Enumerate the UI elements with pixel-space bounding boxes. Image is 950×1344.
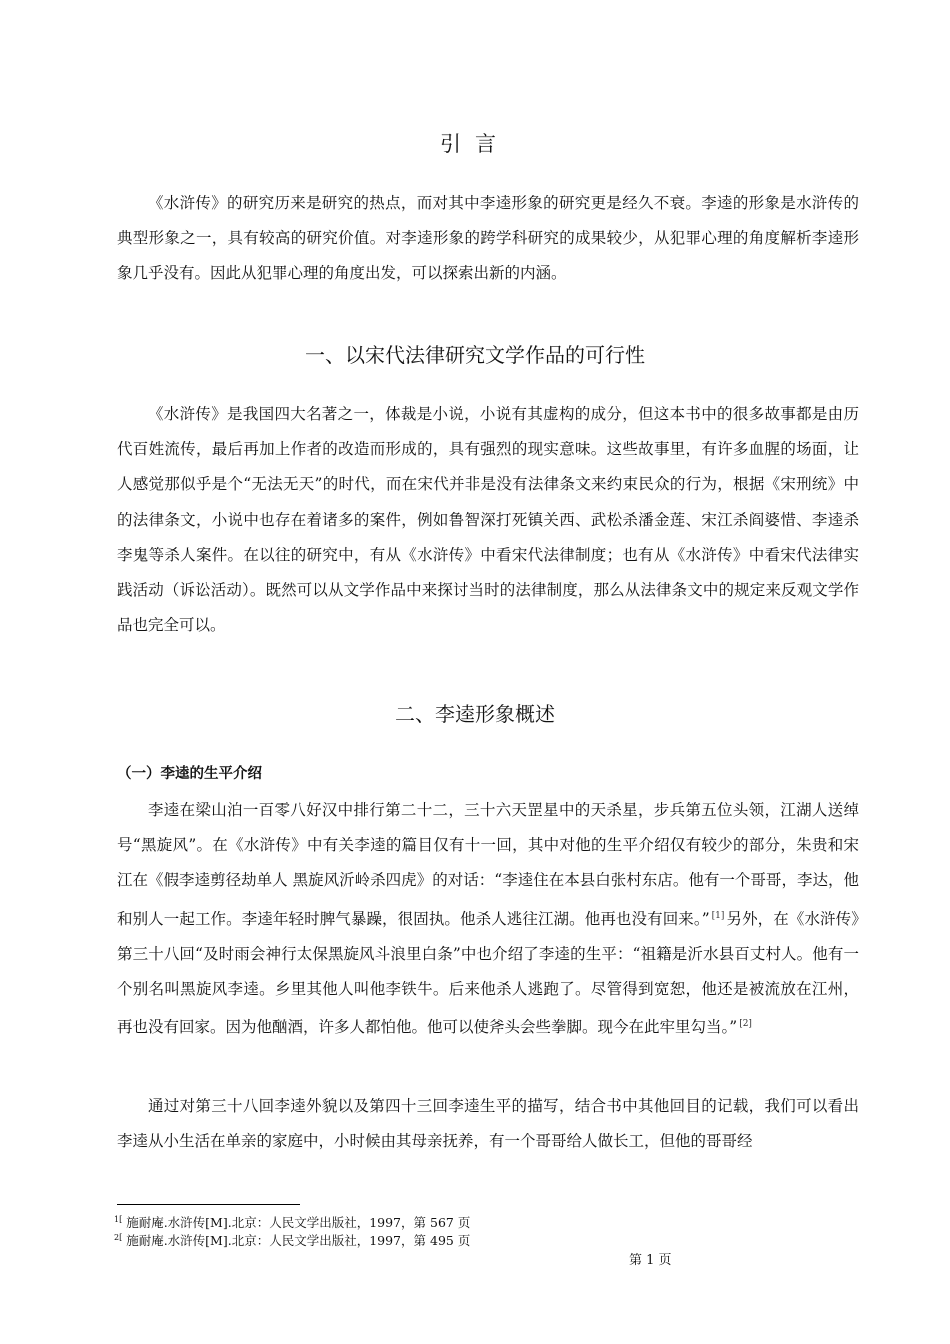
paragraph-text-part-1: 李逵在梁山泊一百零八好汉中排行第二十二，三十六天罡星中的天杀星，步兵第五位头领，江湖人送绰号“黑旋风”。在《水浒传》中有关李逵的篇目仅有十一回，其中对他的生平介绍仅有较少的部分，朱贵和宋江在《假李逵剪径劫单人 黑旋风沂岭杀四虎》的对话：“李逵住在本县白张村东店。他有一个哥哥，李达，他和别人一起工作。李逵年轻时脾气暴躁，很固执。他杀人逃往江湖。他再也没有回来。” bbox=[117, 801, 859, 928]
section-2-paragraph-1 bbox=[117, 793, 859, 1046]
section-2-heading: 二、李逵形象概述 bbox=[395, 702, 555, 726]
footnote-1-text: 施耐庵.水浒传[M].北京：人民文学出版社，1997，第 567 页 bbox=[126, 1215, 471, 1231]
paragraph-text-part-2: 另外，在《水浒传》第三十八回“及时雨会神行太保黑旋风斗浪里白条”中也介绍了李逵的生平：“祖籍是沂水县百丈村人。他有一个别名叫黑旋风李逵。乡里其他人叫他李铁牛。后来他杀人逃跑了。尽管得到宽恕，他还是被流放在江州，再也没有回家。因为他酗酒，许多人都怕他。他可以使斧头会些拳脚。现今在此牢里勾当。” bbox=[117, 909, 859, 1037]
section-1-heading: 一、以宋代法律研究文学作品的可行性 bbox=[305, 343, 645, 367]
section-1-paragraph-text: 《水浒传》是我国四大名著之一，体裁是小说，小说有其虚构的成分，但这本书中的很多故事都是由历代百姓流传，最后再加上作者的改造而形成的，具有强烈的现实意味。这些故事里，有许多血腥的场面，让人感觉那似乎是个“无法无天”的时代，而在宋代并非是没有法律条文来约束民众的行为，根据《宋刑统》中的法律条文，小说中也存在着诸多的案件，例如鲁智深打死镇关西、武松杀潘金莲、宋江杀阎婆惜、李逵杀李鬼等杀人案件。在以往的研究中，有从《水浒传》中看宋代法律制度；也有从《水浒传》中看宋代法律实践活动（诉讼活动）。既然可以从文学作品中来探讨当时的法律制度，那么从法律条文中的规定来反观文学作品也完全可以。 bbox=[117, 405, 859, 635]
section-2-paragraph-2-text: 通过对第三十八回李逵外貌以及第四十三回李逵生平的描写，结合书中其他回目的记载，我们可以看出李逵从小生活在单亲的家庭中，小时候由其母亲抚养，有一个哥哥给人做长工，但他的哥哥经 bbox=[117, 1097, 859, 1151]
intro-paragraph bbox=[117, 186, 859, 292]
footnote-divider bbox=[117, 1204, 300, 1205]
page-number: 第 1 页 bbox=[629, 1253, 672, 1268]
section-2-paragraph-2 bbox=[117, 1089, 859, 1159]
citation-1[interactable]: [1] bbox=[711, 910, 725, 921]
subsection-heading: （一）李逵的生平介绍 bbox=[117, 766, 262, 782]
intro-heading: 引言 bbox=[440, 132, 510, 156]
footnote-1-mark: 1[ bbox=[114, 1215, 123, 1224]
intro-paragraph-text: 《水浒传》的研究历来是研究的热点，而对其中李逵形象的研究更是经久不衰。李逵的形象是水浒传的典型形象之一，具有较高的研究价值。对李逵形象的跨学科研究的成果较少，从犯罪心理的角度解析李逵形象几乎没有。因此从犯罪心理的角度出发，可以探索出新的内涵。 bbox=[117, 194, 859, 283]
section-1-paragraph bbox=[117, 397, 859, 643]
footnote-2-text: 施耐庵.水浒传[M].北京：人民文学出版社，1997，第 495 页 bbox=[126, 1233, 471, 1249]
footnote-2-mark: 2[ bbox=[114, 1233, 123, 1242]
footnote-1 bbox=[114, 1212, 470, 1231]
citation-2[interactable]: [2] bbox=[739, 1019, 752, 1030]
footnote-2 bbox=[114, 1230, 470, 1249]
